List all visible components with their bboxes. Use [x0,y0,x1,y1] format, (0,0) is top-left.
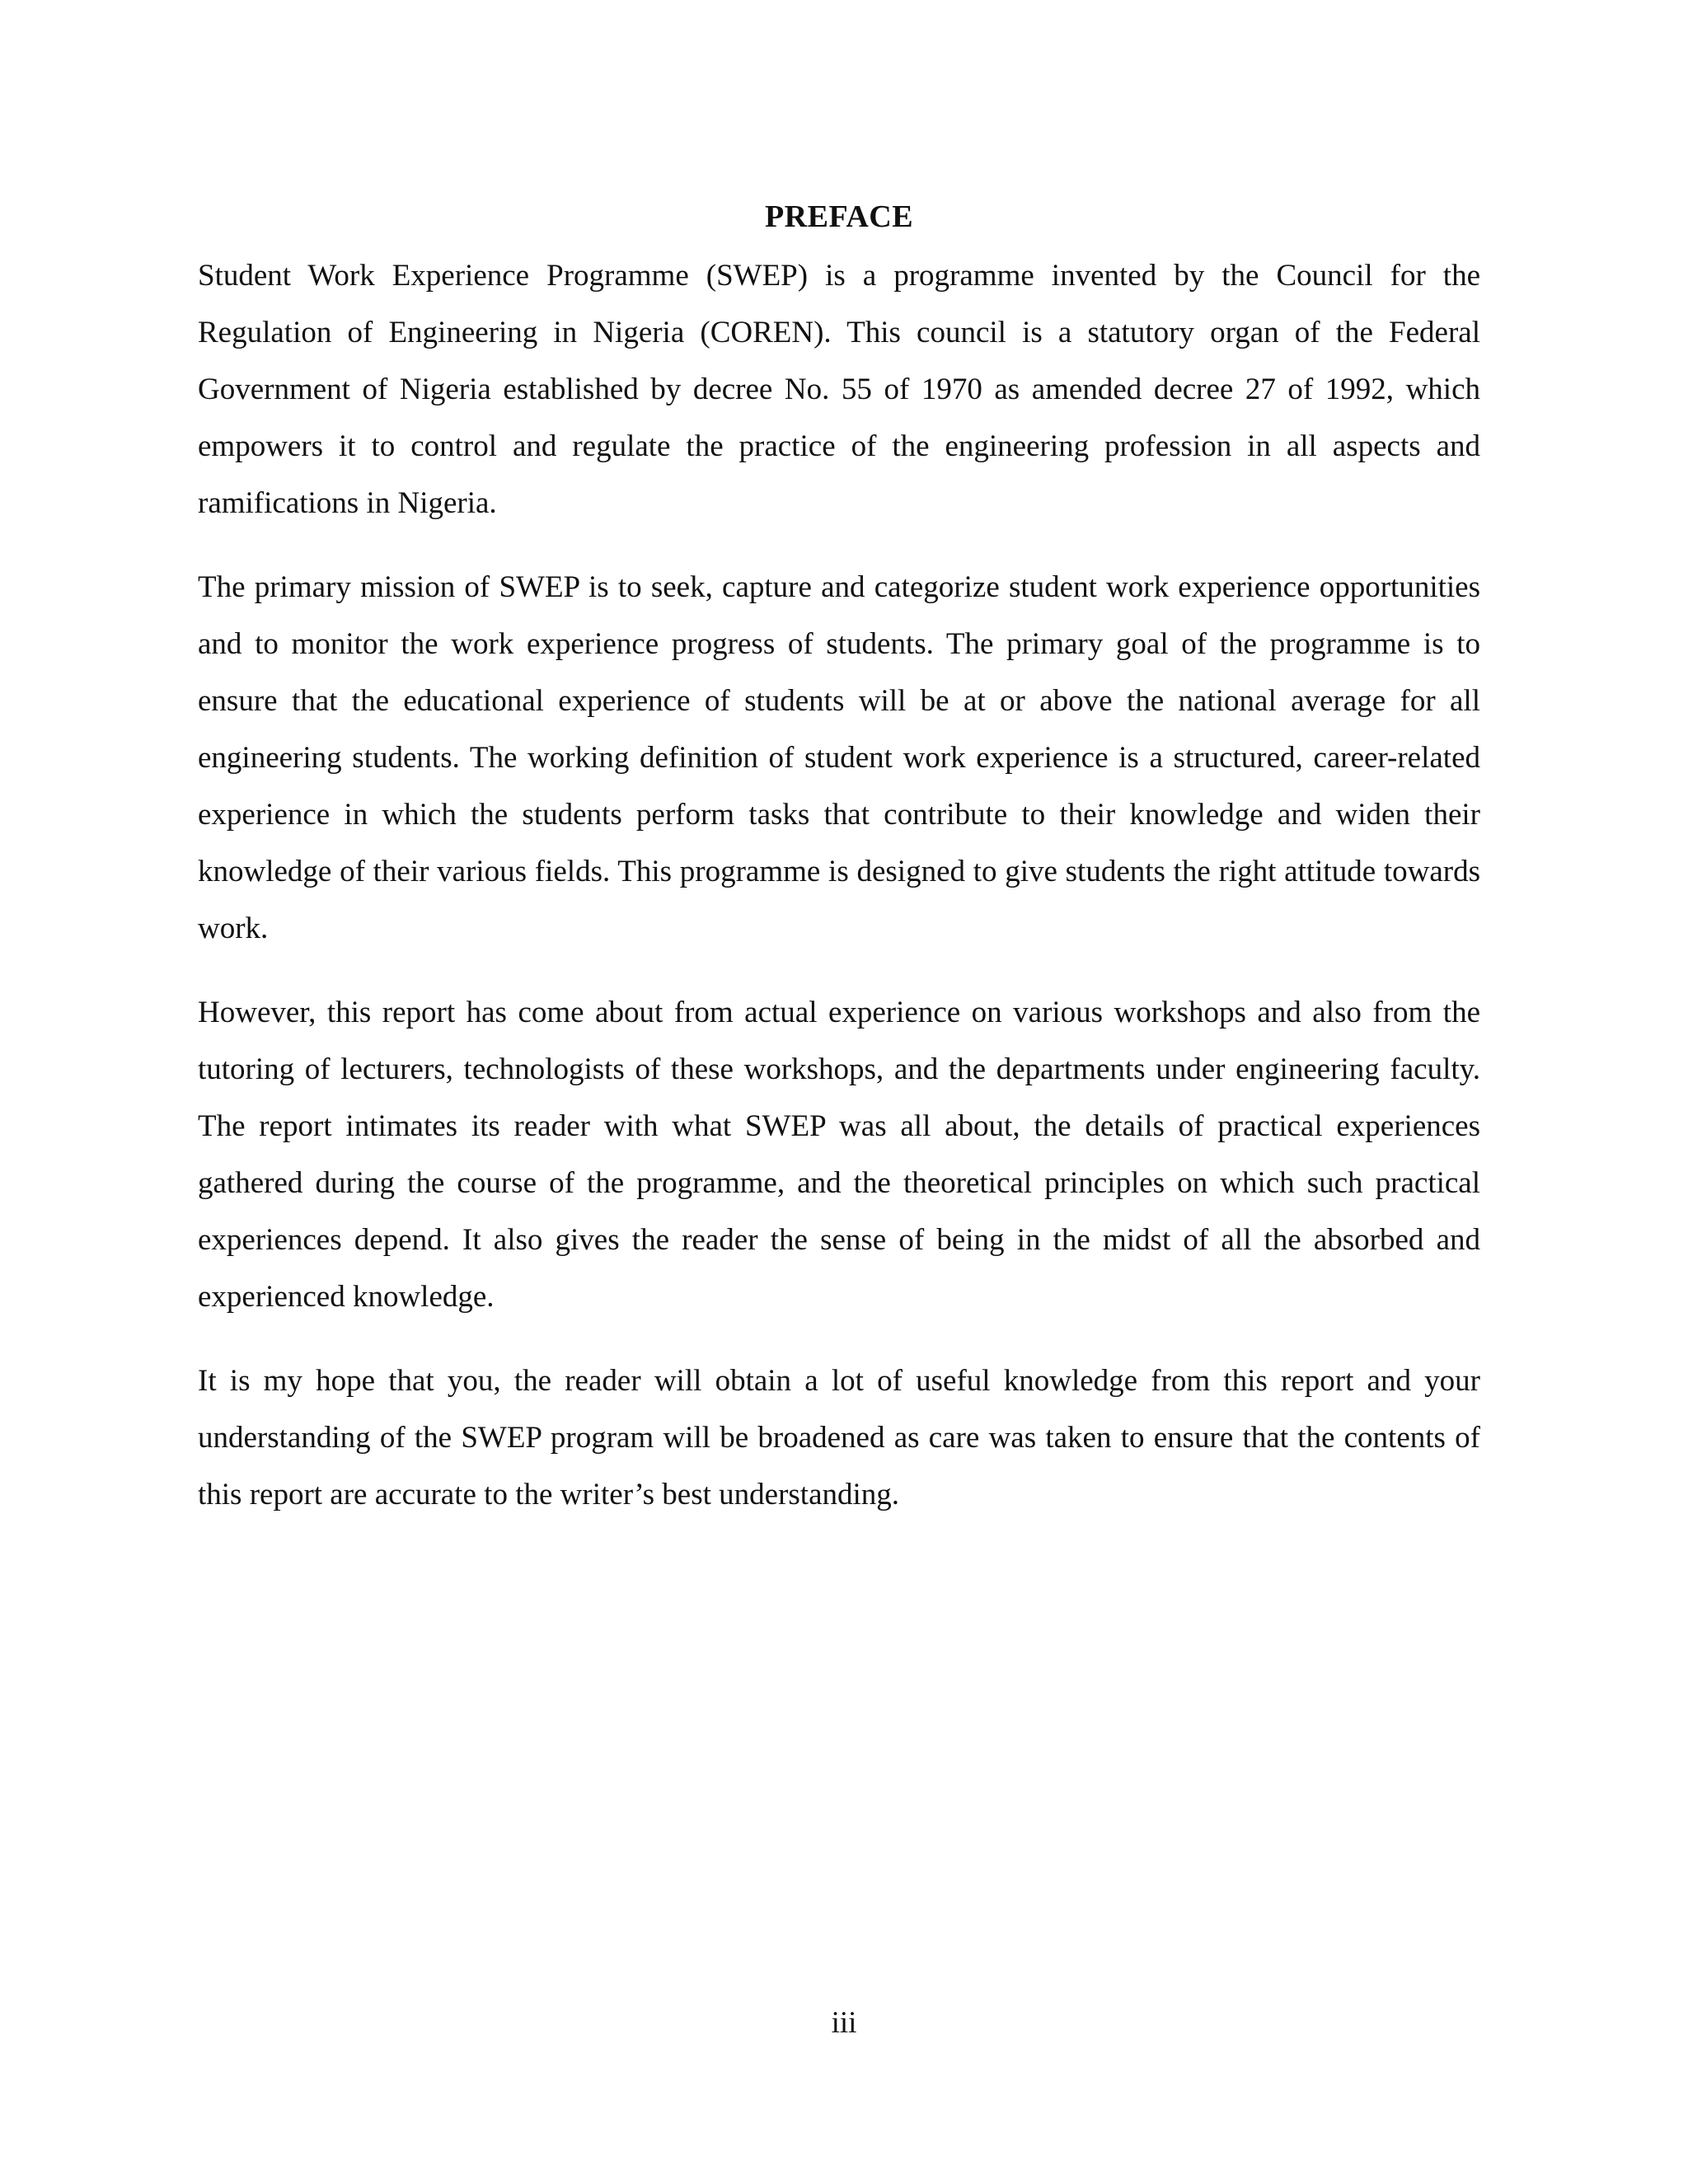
page-title: PREFACE [764,199,914,234]
paragraph-3: However, this report has come about from actual experience on various workshops and also from the tutoring of lecturers, technologists of these workshops, and the departments under engineering faculty. The report intimates its reader with what SWEP was all about, the details of practical experiences gathered during the course of the programme, and the theoretical principles on which such practical experiences depend. It also gives the reader the sense of being in the midst of all the absorbed and experienced knowledge. [198,996,1480,1314]
paragraph-2: The primary mission of SWEP is to seek, capture and categorize student work experience opportunities and to monitor the work experience progress of students. The primary goal of the programme is to ensure that the educational experience of students will be at or above the national average for all engineering students. The working definition of student work experience is a structured, career-related experience in which the students perform tasks that contribute to their knowledge and widen their knowledge of their various fields. This programme is designed to give students the right attitude towards work. [198,570,1480,945]
paragraph-4: It is my hope that you, the reader will obtain a lot of useful knowledge from this report and your understanding of the SWEP program will be broadened as care was taken to ensure that the contents of this report are accurate to the writer’s best understanding. [198,1364,1480,1511]
page-number: iii [831,2006,857,2040]
document-page [198,194,1480,1550]
paragraph-1: Student Work Experience Programme (SWEP) is a programme invented by the Council for the Regulation of Engineering in Nigeria (COREN). This council is a statutory organ of the Federal Government of Nigeria established by decree No. 55 of 1970 as amended decree 27 of 1992, which empowers it to control and regulate the practice of the engineering profession in all aspects and ramifications in Nigeria. [198,259,1480,520]
